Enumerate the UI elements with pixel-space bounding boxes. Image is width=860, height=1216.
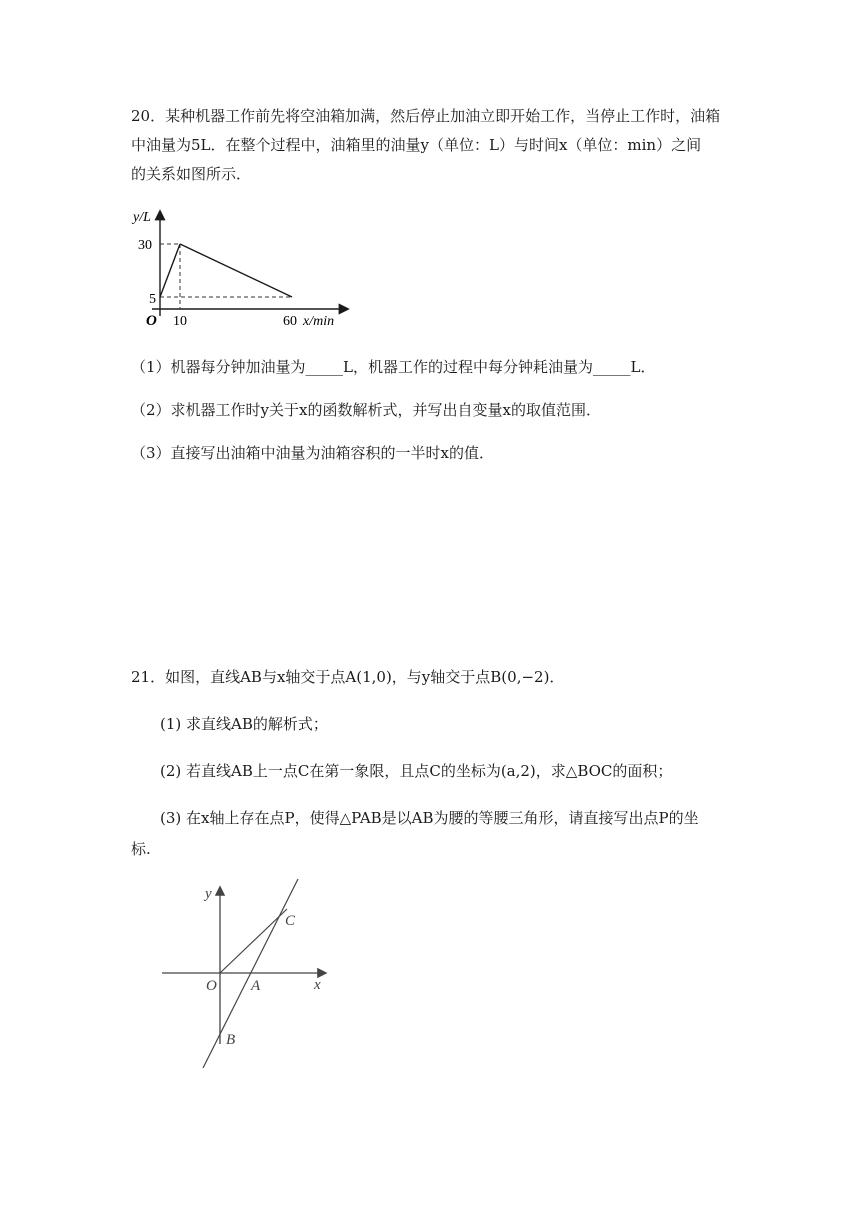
q20-y-tick-30: 30 — [138, 238, 152, 253]
q21-sub-1: (1) 求直线AB的解析式； — [160, 715, 328, 733]
q20-sub-1: （1）机器每分钟加油量为_____L，机器工作的过程中每分钟耗油量为_____L． — [131, 358, 656, 376]
q20-working-segment — [180, 244, 292, 297]
q20-text-line-3: 的关系如图所示． — [131, 165, 252, 183]
q20-y-axis-label: y/L — [133, 210, 151, 225]
q21-x-label: x — [314, 977, 321, 993]
q21-graph — [150, 876, 350, 1076]
q21-sub-3-line-2: 标. — [131, 840, 151, 858]
q21-segment-oc — [220, 909, 287, 973]
q20-filling-segment — [160, 244, 180, 297]
q21-y-label: y — [205, 886, 212, 902]
q20-graph — [125, 204, 365, 334]
q21-o-label: O — [206, 978, 217, 994]
q21-c-label: C — [285, 913, 296, 929]
q20-y-tick-5: 5 — [149, 292, 156, 307]
q20-text-line-2: 中油量为5L．在整个过程中，油箱里的油量y（单位：L）与时间x（单位：min）之间 — [131, 136, 702, 154]
q21-text-line-1: 21．如图，直线AB与x轴交于点A(1,0)，与y轴交于点B(0,−2)． — [131, 668, 565, 686]
q21-a-label: A — [251, 978, 261, 994]
q21-b-label: B — [226, 1032, 236, 1048]
q20-sub-2: （2）求机器工作时y关于x的函数解析式，并写出自变量x的取值范围． — [131, 401, 601, 419]
q21-sub-3-line-1: (3) 在x轴上存在点P，使得△PAB是以AB为腰的等腰三角形，请直接写出点P的坐 — [160, 809, 699, 827]
q20-x-tick-10: 10 — [173, 314, 187, 329]
q21-sub-2: (2) 若直线AB上一点C在第一象限，且点C的坐标为(a,2)，求△BOC的面积； — [160, 762, 673, 780]
q20-x-axis-label: x/min — [303, 314, 335, 329]
q20-text-line-1: 20．某种机器工作前先将空油箱加满，然后停止加油立即开始工作，当停止工作时，油箱 — [131, 107, 721, 125]
q20-x-tick-60: 60 — [283, 314, 297, 329]
q20-sub-3: （3）直接写出油箱中油量为油箱容积的一半时x的值． — [131, 444, 495, 462]
q20-origin-label: O — [146, 313, 157, 329]
